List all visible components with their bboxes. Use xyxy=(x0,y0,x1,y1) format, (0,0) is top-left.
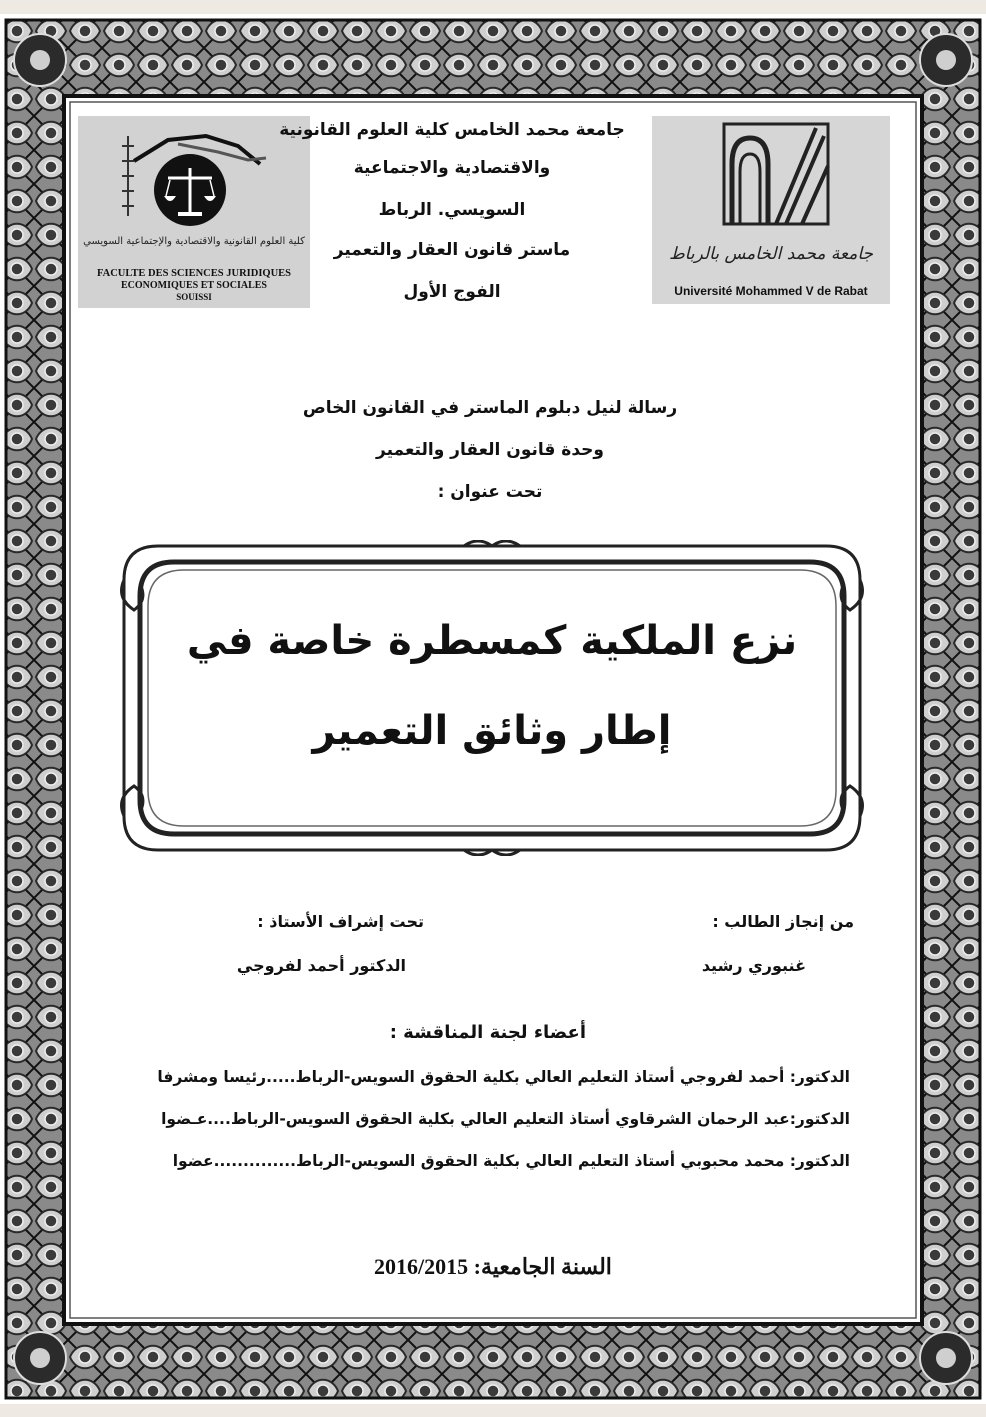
title-ornament-frame xyxy=(118,540,866,856)
university-name-arabic: جامعة محمد الخامس بالرباط xyxy=(668,244,874,264)
intro-unit: وحدة قانون العقار والتعمير xyxy=(376,440,604,460)
intro-degree: رسالة لنيل دبلوم الماستر في القانون الخاص xyxy=(302,398,678,418)
header-line-cohort: الفوج الأول xyxy=(403,282,501,302)
faculty-name-french-line3: SOUISSI xyxy=(176,292,212,302)
header-line-city: السويسي. الرباط xyxy=(378,200,526,220)
header-line-master: ماستر قانون العقار والتعمير xyxy=(333,240,571,260)
supervisor-label: تحت إشراف الأستاذ : xyxy=(257,912,424,931)
university-logo xyxy=(652,116,890,304)
jury-member-2: الدكتور:عبد الرحمان الشرقاوي أستاذ التعليم العالي بكلية الحقوق السويس-الرباط....عـضوا xyxy=(161,1110,850,1128)
arch-emblem-icon xyxy=(652,116,890,236)
header-line-faculty: والاقتصادية والاجتماعية xyxy=(353,158,551,178)
header-line-university: جامعة محمد الخامس كلية العلوم القانونية xyxy=(279,120,625,140)
faculty-name-arabic: كلية العلوم القانونية والاقتصادية والإجتماعية السويسي xyxy=(83,236,305,247)
thesis-title-line1: نزع الملكية كمسطرة خاصة في xyxy=(186,618,798,664)
student-name: غنبوري رشيد xyxy=(701,956,806,975)
academic-year: السنة الجامعية: 2016/2015 xyxy=(374,1254,612,1279)
faculty-name-french-line2: ECONOMIQUES ET SOCIALES xyxy=(121,280,267,291)
jury-member-3: الدكتور: محمد محبوبي أستاذ التعليم العالي بكلية الحقوق السويس-الرباط..............عضوا xyxy=(172,1152,850,1170)
jury-heading: أعضاء لجنة المناقشة : xyxy=(389,1022,586,1043)
student-label: من إنجاز الطالب : xyxy=(712,912,854,931)
university-name-french: Université Mohammed V de Rabat xyxy=(674,284,868,298)
intro-title-label: تحت عنوان : xyxy=(437,482,543,502)
faculty-name-french-line1: FACULTE DES SCIENCES JURIDIQUES xyxy=(96,268,291,279)
supervisor-name: الدكتور أحمد لفروجي xyxy=(236,956,406,975)
jury-member-1: الدكتور: أحمد لفروجي أستاذ التعليم العالي بكلية الحقوق السويس-الرباط.....رئيسا ومشرفا xyxy=(157,1068,850,1086)
thesis-title-line2: إطار وثائق التعمير xyxy=(312,708,672,754)
